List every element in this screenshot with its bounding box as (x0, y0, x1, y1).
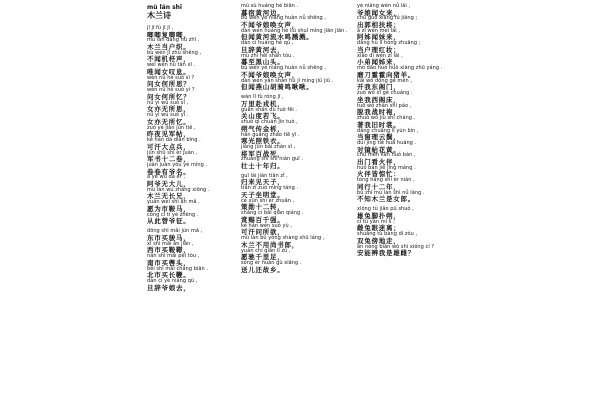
verse-pinyin: xiǎo dì wén zǐ lái , (357, 52, 403, 59)
verse-hanzi: 女亦无所忆。 (147, 117, 191, 126)
verse-line (241, 211, 361, 223)
verse-pinyin: chū mén kàn huǒ bàn , (357, 152, 416, 159)
verse-line (241, 236, 361, 248)
verse-hanzi: 木兰当户织。 (147, 43, 191, 51)
verse-pinyin: dàn cí yé niáng qù , (147, 278, 198, 285)
verse-hanzi: 小弟闻姊来， (357, 58, 401, 67)
verse-pinyin: zuò wǒ xī gé chuáng . (357, 90, 413, 97)
verse-pinyin: bù wén yé niáng huàn nǚ shēng , (241, 15, 327, 22)
verse-pinyin: shuò qì chuán jīn tuò , (241, 119, 298, 126)
verse-hanzi: 磨刀霍霍向猪羊。 (357, 70, 415, 79)
verse-line (147, 229, 247, 241)
verse-pinyin: tuō wǒ zhàn shí páo , (357, 102, 412, 109)
verse-pinyin: jiāng jūn bǎi zhàn sǐ , (241, 143, 296, 150)
verse-pinyin: yuàn wèi shì ān mǎ , (147, 199, 200, 206)
verse-pinyin: dàn cí huáng hé qù , (241, 40, 294, 47)
verse-hanzi: 出门看火伴， (357, 157, 401, 166)
verse-pinyin: wèn nǚ hé suǒ yì ? (147, 87, 195, 94)
verse-hanzi: 木兰不用尚书郎， (241, 240, 299, 249)
verse-pinyin: xī shì mǎi ān jiān , (147, 240, 194, 247)
verse-line (241, 120, 361, 132)
verse-pinyin: guī lái jiàn tiān zǐ , (241, 172, 288, 179)
verse-hanzi: 出郭相扶将； (357, 21, 401, 29)
verse-pinyin: dàn wén huáng hé liú shuǐ míng jiān jiān . (241, 27, 348, 34)
verse-pinyin: dāng chuāng lǐ yún bìn , (357, 127, 419, 134)
verse-hanzi: 可汗问所欲， (241, 228, 285, 237)
verse-hanzi: 不闻爷娘唤女声， (241, 21, 299, 29)
verse-hanzi: 唧唧复唧唧， (147, 30, 191, 39)
poem-title: 木兰诗 (147, 11, 171, 20)
verse-pinyin: ān néng biàn wǒ shì xióng cí ? (357, 243, 435, 250)
verse-pinyin: nǚ yì wú suǒ sī , (147, 99, 189, 106)
verse-pinyin: chū guō xiāng fú jiāng ; (357, 15, 418, 22)
verse-line (357, 207, 487, 219)
verse-pinyin: huǒ bàn jiē jīng máng . (357, 164, 416, 171)
verse-hanzi: 问女何所思？ (147, 80, 191, 89)
verse-line (147, 113, 247, 125)
verse-hanzi: 木兰无长兄， (147, 192, 191, 201)
verse-line (241, 41, 361, 53)
verse-hanzi: 当户理红妆； (357, 45, 401, 54)
poem-column-3 (357, 4, 487, 257)
verse-pinyin: yuàn chí qiān lǐ zú , (241, 247, 291, 254)
verse-pinyin: mù lán wú zhǎng xiōng . (147, 186, 210, 193)
verse-hanzi: 愿驰千里足， (241, 253, 285, 262)
verse-hanzi: 愿为市鞍马， (147, 204, 191, 213)
verse-line (241, 186, 361, 198)
verse-hanzi: 暮宿黄河边。 (241, 8, 285, 17)
verse-hanzi: 开我东阁门， (357, 83, 401, 92)
verse-hanzi: 不闻爷娘唤女声， (241, 70, 299, 79)
verse-line (357, 41, 487, 53)
verse-hanzi: 军书十二卷， (147, 155, 191, 164)
verse-hanzi: 女亦无所思， (147, 105, 191, 114)
verse-hanzi: 万里赴戎机， (241, 99, 285, 108)
verse-hanzi: 归来见天子， (241, 178, 285, 187)
verse-pinyin: kè hán wèn suǒ yù , (241, 222, 292, 229)
verse-pinyin: kāi wǒ dōng gé mén , (357, 77, 412, 84)
verse-pinyin: dāng hù lǐ hóng zhuāng ; (357, 40, 421, 47)
verse-pinyin: zhuó wǒ jiù shí cháng . (357, 115, 416, 122)
verse-pinyin: ā yé wú dà ér , (147, 174, 186, 181)
verse-line (147, 138, 247, 150)
verse-line (357, 178, 487, 190)
verse-line (147, 213, 247, 225)
verse-hanzi: 爷娘闻女来， (357, 8, 401, 17)
verse-line (241, 79, 361, 91)
verse-pinyin: bù wén jī zhù shēng , (147, 49, 202, 56)
verse-hanzi: 寒光照铁衣。 (241, 137, 285, 146)
verse-hanzi: 将军百战死， (241, 149, 285, 158)
verse-pinyin: tiān zǐ zuò míng táng . (241, 185, 299, 192)
verse-hanzi: 安能辨我是雄雌？ (357, 249, 415, 258)
verse-pinyin: mù lán dāng hù zhī . (147, 37, 200, 44)
verse-line (241, 261, 361, 273)
verse-pinyin: cè xūn shí èr zhuǎn , (241, 197, 295, 204)
verse-line (241, 66, 361, 78)
verse-pinyin: guān shān dù ruò fēi . (241, 106, 298, 113)
verse-hanzi: 旦辞黄河去， (241, 45, 285, 54)
verse-line (241, 95, 361, 107)
verse-hanzi: 当窗理云鬓， (357, 133, 401, 142)
verse-hanzi: 但闻燕山胡骑鸣啾啾。 (241, 83, 314, 92)
verse-hanzi: 不闻机杼声， (147, 55, 191, 64)
verse-pinyin: mù zhì hēi shān tóu . (241, 52, 295, 59)
verse-hanzi: 壮士十年归。 (241, 161, 285, 170)
verse-hanzi: 北市买长鞭。 (147, 271, 191, 280)
verse-hanzi: 旦辞爷娘去， (147, 283, 191, 292)
verse-pinyin: cóng cǐ tì yé zhēng . (147, 211, 199, 218)
verse-pinyin: wèn nǚ hé suǒ sī ? (147, 74, 195, 81)
verse-pinyin: cí tù yǎn mí lí ; (357, 218, 395, 225)
verse-pinyin: kě hàn dà diǎn bīng . (147, 137, 201, 144)
verse-line (147, 200, 247, 212)
poem-column-1 (147, 4, 247, 292)
verse-hanzi: 赏赐百千强。 (241, 215, 285, 224)
verse-hanzi: 不知木兰是女郎。 (357, 195, 415, 204)
verse-pinyin: hán guāng zhào tiě yī . (241, 131, 300, 138)
verse-hanzi: 但闻黄河流水鸣溅溅。 (241, 33, 314, 42)
title-pinyin: mù lán shī (147, 4, 182, 11)
verse-hanzi: 朔气传金柝， (241, 124, 285, 133)
verse-pinyin: nǚ yì wú suǒ yì . (147, 112, 189, 119)
verse-pinyin: zhuàng shì shí nián guī . (241, 156, 304, 163)
verse-line (357, 91, 487, 103)
verse-hanzi: 南市买辔头， (147, 258, 191, 267)
verse-pinyin: zuó yè jiàn jūn tiě , (147, 124, 196, 131)
verse-hanzi: 可汗大点兵， (147, 142, 191, 151)
verse-line (357, 232, 487, 244)
verse-pinyin: juàn juàn yǒu yé míng . (147, 161, 208, 168)
verse-pinyin: shǎng cì bǎi qiān qiáng . (241, 210, 304, 217)
verse-hanzi: 雄兔脚扑朔， (357, 211, 401, 220)
verse-hanzi: 对镜帖花黄。 (357, 145, 401, 154)
verse-pinyin: nán shì mǎi pèi tóu , (147, 253, 200, 260)
verse-line (357, 245, 487, 257)
verse-hanzi: 暮至黑山头。 (241, 58, 285, 67)
verse-line (147, 88, 247, 100)
verse-pinyin: dōng shì mǎi jùn mǎ , (147, 228, 203, 235)
verse-pinyin: mù sù huáng hé biān . (241, 3, 299, 9)
verse-hanzi: 送儿还故乡。 (241, 265, 285, 274)
verse-pinyin: jī jī fù jī jī , (147, 25, 174, 31)
verse-hanzi: 策勋十二转， (241, 203, 285, 212)
verse-pinyin: xióng tù jiǎo pū shuò , (357, 206, 414, 213)
verse-hanzi: 东市买骏马， (147, 233, 191, 242)
verse-pinyin: duì jìng tiē huā huáng . (357, 139, 417, 146)
poem-column-2 (241, 4, 361, 274)
verse-line (357, 116, 487, 128)
verse-hanzi: 坐我西阁床， (357, 95, 401, 104)
verse-pinyin: yé niáng wén nǚ lái , (357, 3, 411, 9)
verse-pinyin: bù zhī mù lán shì nǚ láng . (357, 189, 425, 196)
verse-hanzi: 从此替爷征。 (147, 217, 191, 226)
verse-line (357, 191, 487, 203)
verse-hanzi: 卷卷有爷名。 (147, 167, 191, 176)
verse-hanzi: 昨夜见军帖， (147, 130, 191, 139)
verse-pinyin: bù wén yé niáng huàn nǚ shēng , (241, 65, 327, 72)
verse-pinyin: wéi wén nǚ tàn xī . (147, 62, 196, 69)
verse-line (147, 254, 247, 266)
verse-pinyin: wàn lǐ fù róng jī , (241, 94, 284, 101)
verse-hanzi: 西市买鞍鞯， (147, 246, 191, 255)
verse-hanzi: 雌兔眼迷离； (357, 224, 401, 233)
verse-hanzi: 双兔傍地走， (357, 236, 401, 245)
verse-hanzi: 阿爷无大儿， (147, 179, 191, 188)
verse-pinyin: jūn shū shí èr juàn , (147, 149, 198, 156)
verse-line (147, 279, 247, 291)
verse-hanzi: 唯闻女叹息。 (147, 67, 191, 76)
verse-pinyin: shuāng tù bàng dì zǒu , (357, 231, 418, 238)
verse-pinyin: ā zǐ wén mèi lái , (357, 27, 401, 34)
verse-pinyin: mó dāo huò huò xiàng zhū yáng . (357, 65, 443, 72)
verse-hanzi: 著我旧时裳。 (357, 120, 401, 129)
verse-pinyin: běi shì mǎi cháng biān . (147, 265, 208, 272)
verse-line (241, 157, 361, 169)
verse-hanzi: 问女何所忆？ (147, 92, 191, 101)
verse-pinyin: mù lán bù yòng shàng shū láng , (241, 235, 325, 242)
verse-hanzi: 脱我战时袍， (357, 108, 401, 117)
verse-line (357, 66, 487, 78)
verse-line (147, 63, 247, 75)
verse-hanzi: 关山度若飞。 (241, 112, 285, 121)
verse-pinyin: sòng ér huán gù xiāng . (241, 260, 302, 267)
verse-pinyin: tóng háng shí èr nián , (357, 177, 415, 184)
verse-hanzi: 天子坐明堂。 (241, 190, 285, 199)
verse-hanzi: 同行十二年， (357, 182, 401, 191)
verse-hanzi: 火伴皆惊忙： (357, 170, 401, 179)
verse-hanzi: 阿姊闻妹来， (357, 33, 401, 42)
verse-pinyin: dàn wén yān shān hú jì míng jiū jiū . (241, 77, 334, 84)
